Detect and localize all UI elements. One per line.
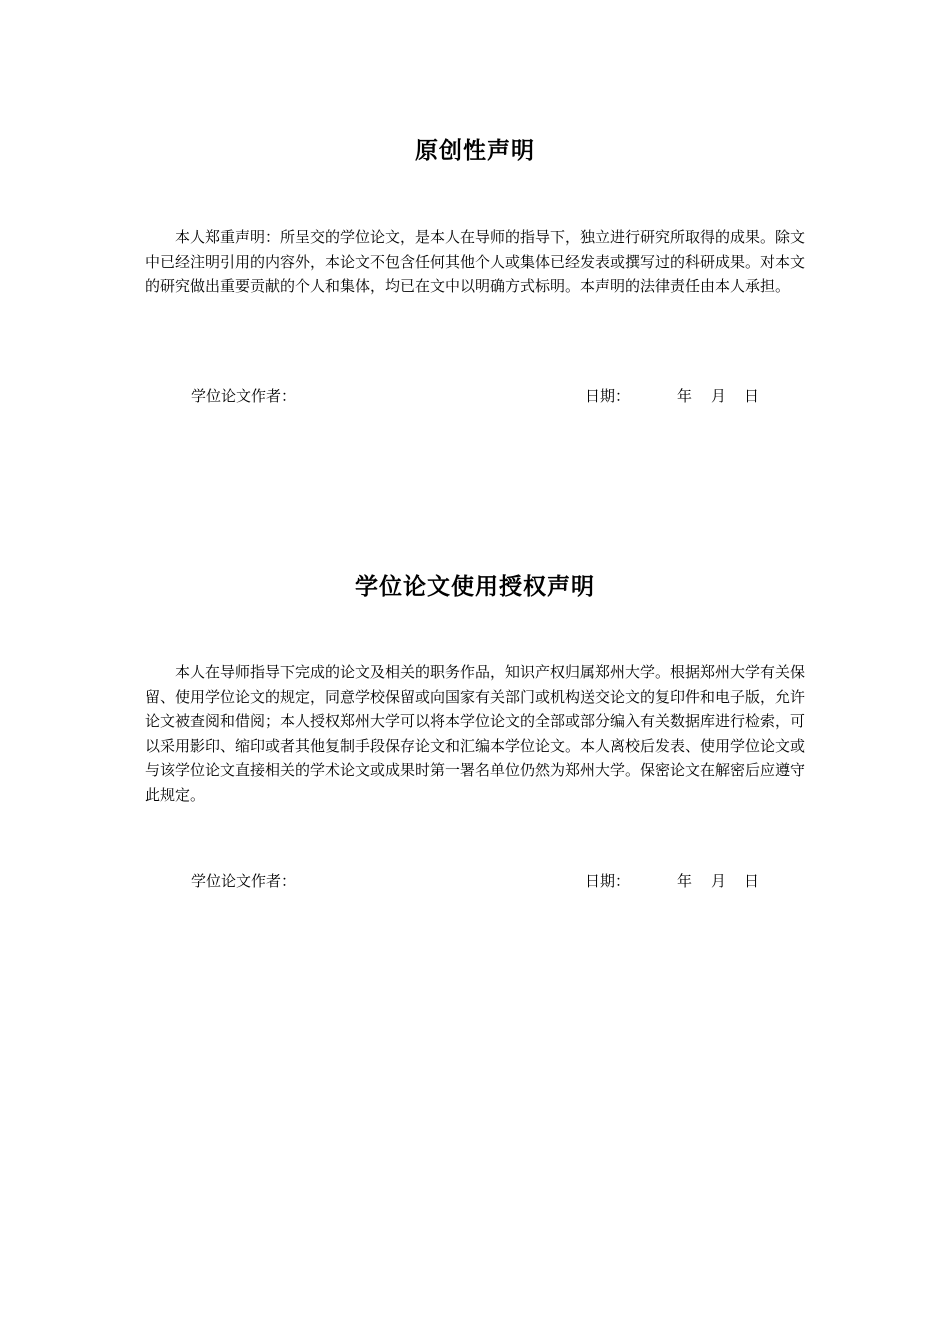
year-label: 年 (677, 387, 693, 405)
author-signature-label: 学位论文作者： (191, 872, 297, 890)
month-label: 月 (711, 387, 727, 405)
originality-signature-line (0, 384, 950, 408)
authorization-declaration-text: 本人在导师指导下完成的论文及相关的职务作品，知识产权归属郑州大学。根据郑州大学有关保留、使用学位论文的规定，同意学校保留或向国家有关部门或机构送交论文的复印件和电子版，允许论文被查阅和借阅；本人授权郑州大学可以将本学位论文的全部或部分编入有关数据库进行检索，可以采用影印、缩印或者其他复制手段保存论文和汇编本学位论文。本人离校后发表、使用学位论文或与该学位论文直接相关的学术论文或成果时第一署名单位仍然为郑州大学。保密论文在解密后应遵守此规定。 (145, 663, 806, 804)
authorization-declaration-title: 学位论文使用授权声明 (355, 574, 595, 600)
month-label: 月 (711, 872, 727, 890)
originality-declaration-body (145, 225, 805, 299)
day-label: 日 (744, 387, 760, 405)
authorization-declaration-body (145, 660, 805, 807)
day-label: 日 (744, 872, 760, 890)
date-label: 日期： (585, 872, 631, 890)
year-label: 年 (677, 872, 693, 890)
authorization-signature-line (0, 869, 950, 893)
author-signature-label: 学位论文作者： (191, 387, 297, 405)
originality-declaration-text: 本人郑重声明：所呈交的学位论文，是本人在导师的指导下，独立进行研究所取得的成果。除文中已经注明引用的内容外，本论文不包含任何其他个人或集体已经发表或撰写过的科研成果。对本文的研究做出重要贡献的个人和集体，均已在文中以明确方式标明。本声明的法律责任由本人承担。 (145, 228, 806, 295)
originality-declaration-title: 原创性声明 (415, 138, 535, 164)
date-label: 日期： (585, 387, 631, 405)
